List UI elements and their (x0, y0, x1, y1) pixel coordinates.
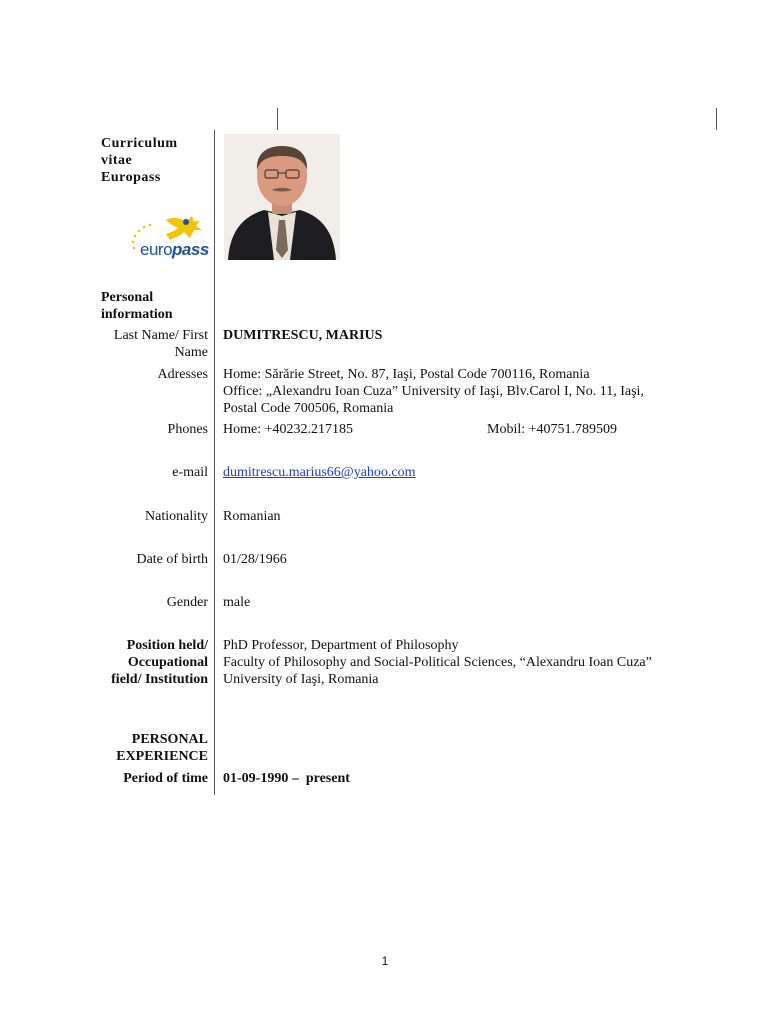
gender-label: Gender (166, 595, 208, 610)
personal-info-heading-line-1: Personal (101, 290, 154, 305)
nationality-value: Romanian (223, 509, 281, 524)
position-line-1: PhD Professor, Department of Philosophy (223, 638, 459, 653)
email-link[interactable]: dumitrescu.marius66@yahoo.com (223, 465, 416, 480)
cv-title (101, 135, 178, 186)
header-marker-right (716, 108, 717, 130)
header-marker-left (277, 108, 278, 130)
dob-value: 01/28/1966 (223, 552, 287, 567)
page-number: 1 (381, 954, 389, 968)
position-label (60, 637, 208, 688)
address-label: Adresses (157, 367, 208, 382)
name-label-line-1: Last Name/ First (113, 328, 208, 343)
period-label: Period of time (123, 771, 208, 786)
position-label-line-3: field/ Institution (111, 672, 208, 687)
phones-label: Phones (167, 422, 208, 437)
position-line-2: Faculty of Philosophy and Social-Political Sciences, “Alexandru Ioan Cuza” (223, 655, 652, 670)
position-label-line-2: Occupational (127, 655, 208, 670)
position-value (223, 637, 652, 688)
nationality-label: Nationality (145, 509, 208, 524)
position-label-line-1: Position held/ (126, 638, 208, 653)
phone-home: Home: +40232.217185 (223, 422, 353, 437)
portrait-image (224, 134, 340, 260)
name-label-line-2: Name (174, 345, 208, 360)
phone-mobile: Mobil: +40751.789509 (487, 422, 618, 437)
europass-logo (126, 214, 216, 262)
address-line-1: Home: Sărărie Street, No. 87, Iaşi, Postal Code 700116, Romania (223, 367, 590, 382)
experience-heading (60, 731, 208, 765)
cv-title-line-1: Curriculum (101, 136, 178, 151)
portrait-photo (224, 134, 340, 260)
personal-info-heading-line-2: information (101, 307, 173, 322)
europass-logo-text-euro: euro (140, 240, 173, 259)
experience-heading-line-1: PERSONAL (131, 732, 208, 747)
address-line-2: Office: „Alexandru Ioan Cuza” University of Iaşi, Blv.Carol I, No. 11, Iaşi, (223, 384, 644, 399)
personal-info-heading (101, 289, 173, 323)
email-label: e-mail (172, 465, 208, 480)
gender-value: male (223, 595, 251, 610)
experience-heading-line-2: EXPERIENCE (116, 749, 208, 764)
name-value: DUMITRESCU, MARIUS (223, 328, 383, 343)
cv-title-line-2: vitae (101, 153, 133, 168)
address-line-3: Postal Code 700506, Romania (223, 401, 394, 416)
dob-label: Date of birth (136, 552, 208, 567)
name-label (60, 327, 208, 361)
europass-logo-text-pass: pass (172, 240, 209, 259)
period-value: 01-09-1990 – present (223, 771, 350, 786)
cv-title-line-3: Europass (101, 170, 161, 185)
position-line-3: University of Iaşi, Romania (223, 672, 379, 687)
address-value (223, 366, 644, 417)
